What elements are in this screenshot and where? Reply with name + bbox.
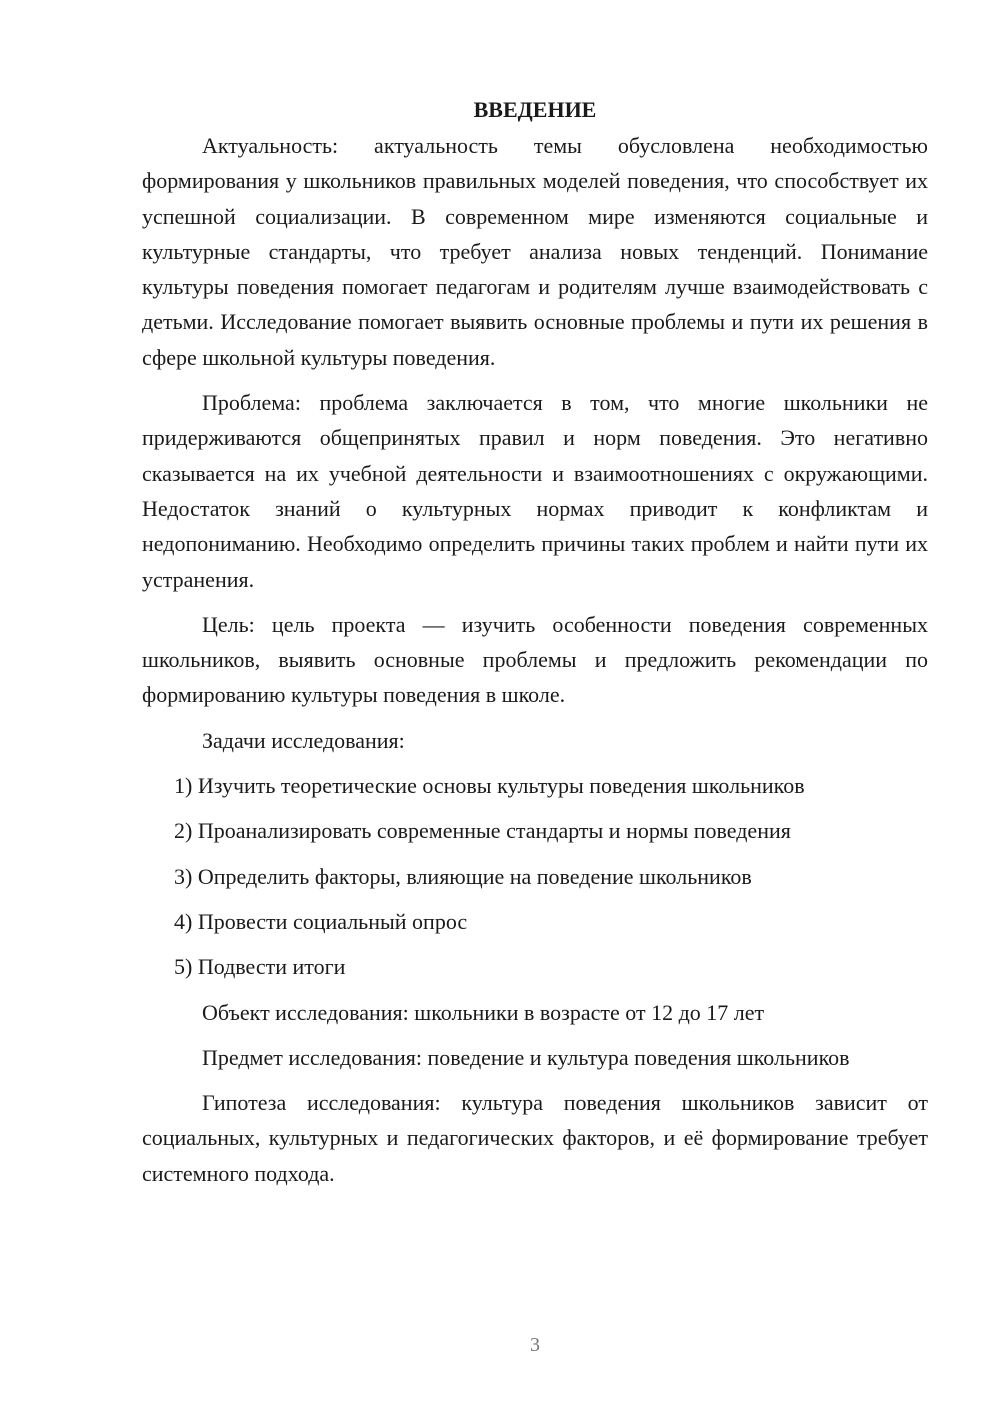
task-item: 2) Проанализировать современные стандарты и нормы поведения xyxy=(174,818,791,844)
task-item: 3) Определить факторы, влияющие на поведение школьников xyxy=(174,863,752,889)
paragraph-subject: Предмет исследования: поведение и культура поведения школьников xyxy=(202,1044,850,1070)
paragraph-problem: Проблема: проблема заключается в том, что многие школьники не придерживаются общепринятых правил и норм поведения. Это негативно сказывается на их учебной деятельности и взаимоотношениях с окружающими. Недостаток знаний о культурных нормах приводит к конфликтам и недопониманию. Необходимо определить причины таких проблем и найти пути их устранения. xyxy=(142,390,928,592)
paragraph-object: Объект исследования: школьники в возрасте от 12 до 17 лет xyxy=(202,999,765,1025)
paragraph-goal: Цель: цель проекта — изучить особенности поведения современных школьников, выявить основные проблемы и предложить рекомендации по формированию культуры поведения в школе. xyxy=(142,611,928,708)
task-item: 5) Подвести итоги xyxy=(174,954,346,980)
page-number: 3 xyxy=(530,1334,540,1356)
paragraph-relevance: Актуальность: актуальность темы обусловлена необходимостью формирования у школьников правильных моделей поведения, что способствует их успешной социализации. В современном мире изменяются социальные и культурные стандарты, что требует анализа новых тенденций. Понимание культуры поведения помогает педагогам и родителям лучше взаимодействовать с детьми. Исследование помогает выявить основные проблемы и пути их решения в сфере школьной культуры поведения. xyxy=(142,133,928,370)
paragraph-hypothesis: Гипотеза исследования: культура поведения школьников зависит от социальных, культурных и педагогических факторов, и её формирование требует системного подхода. xyxy=(142,1090,928,1186)
task-item: 1) Изучить теоретические основы культуры поведения школьников xyxy=(174,773,805,799)
document-page xyxy=(142,92,928,1201)
section-title: ВВЕДЕНИЕ xyxy=(473,97,597,122)
paragraph-tasks-heading: Задачи исследования: xyxy=(202,727,405,753)
task-item: 4) Провести социальный опрос xyxy=(174,908,468,934)
